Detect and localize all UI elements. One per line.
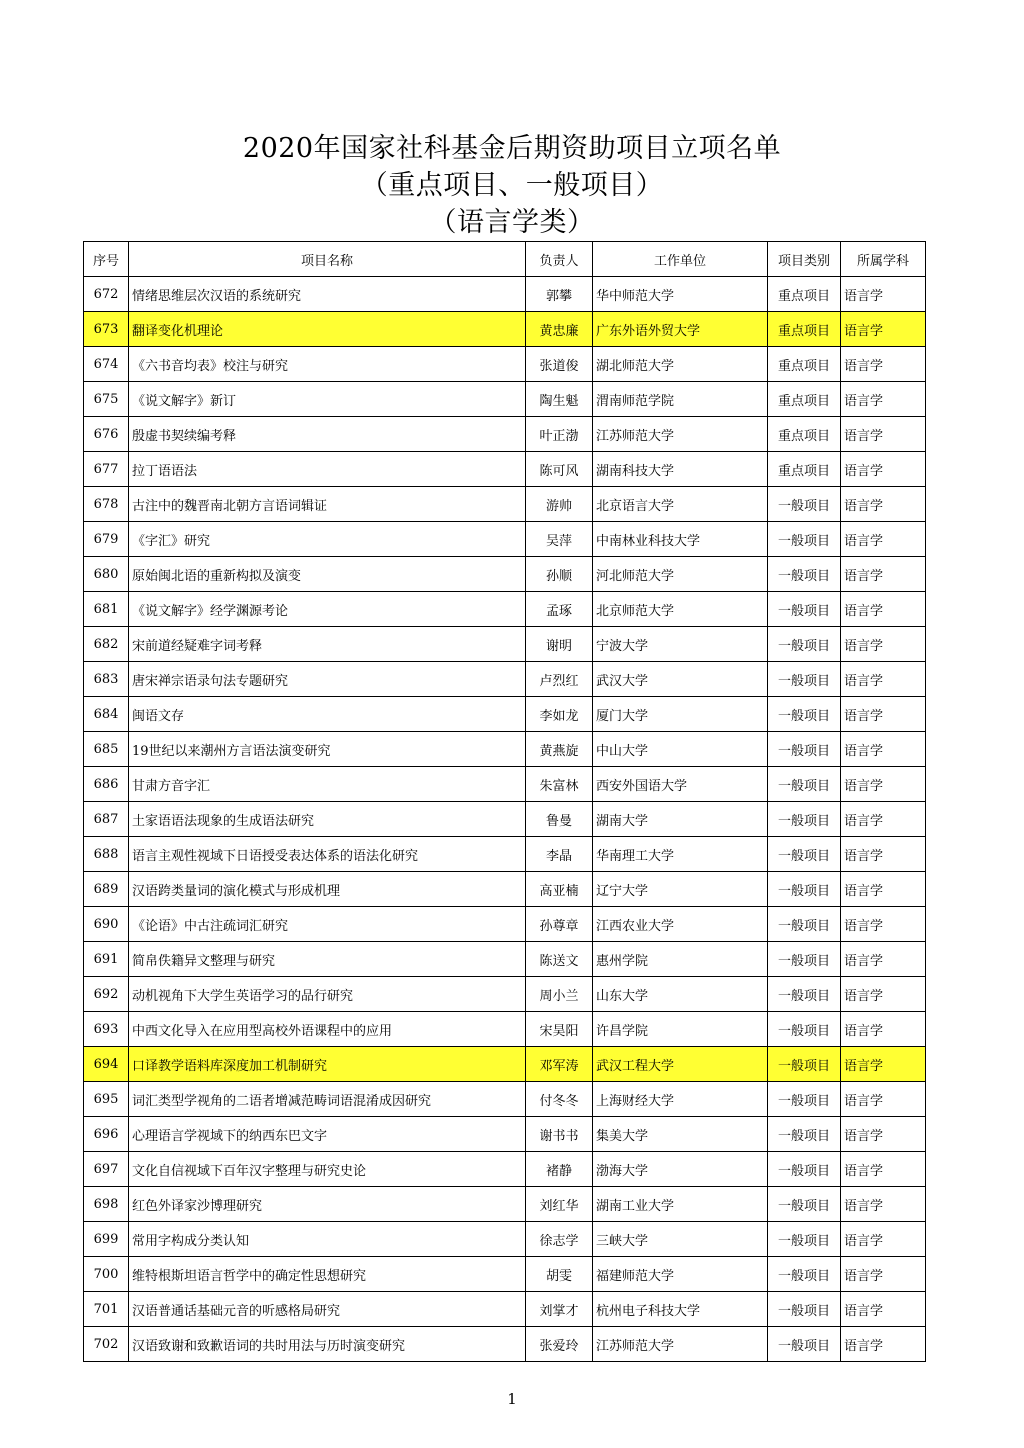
cell-subject: 语言学 [841, 1292, 926, 1327]
table-row [84, 662, 926, 697]
cell-subject: 语言学 [841, 977, 926, 1012]
cell-project-name: 《说文解字》经学渊源考论 [129, 592, 526, 627]
cell-subject: 语言学 [841, 942, 926, 977]
table-row [84, 697, 926, 732]
cell-type: 一般项目 [768, 1257, 841, 1292]
cell-no: 698 [84, 1187, 129, 1222]
cell-type: 重点项目 [768, 452, 841, 487]
table-row [84, 522, 926, 557]
cell-no: 685 [84, 732, 129, 767]
cell-person: 褚静 [526, 1152, 593, 1187]
cell-person: 朱富林 [526, 767, 593, 802]
cell-unit: 湖南大学 [593, 802, 768, 837]
table-row [84, 942, 926, 977]
cell-unit: 辽宁大学 [593, 872, 768, 907]
table-row [84, 837, 926, 872]
cell-unit: 许昌学院 [593, 1012, 768, 1047]
cell-project-name: 翻译变化机理论 [129, 312, 526, 347]
cell-no: 692 [84, 977, 129, 1012]
cell-project-name: 汉语跨类量词的演化模式与形成机理 [129, 872, 526, 907]
cell-no: 694 [84, 1047, 129, 1082]
cell-no: 689 [84, 872, 129, 907]
cell-subject: 语言学 [841, 1012, 926, 1047]
cell-subject: 语言学 [841, 277, 926, 312]
cell-project-name: 汉语致谢和致歉语词的共时用法与历时演变研究 [129, 1327, 526, 1362]
cell-unit: 中南林业科技大学 [593, 522, 768, 557]
table-row [84, 417, 926, 452]
document-subtitle-discipline: （语言学类） [429, 207, 595, 238]
table-row [84, 1292, 926, 1327]
document-title: 2020年国家社科基金后期资助项目立项名单 [242, 133, 782, 164]
header-unit: 工作单位 [593, 242, 768, 277]
cell-person: 叶正渤 [526, 417, 593, 452]
cell-person: 谢书书 [526, 1117, 593, 1152]
cell-person: 宋昊阳 [526, 1012, 593, 1047]
cell-unit: 三峡大学 [593, 1222, 768, 1257]
cell-unit: 北京师范大学 [593, 592, 768, 627]
cell-project-name: 《六书音均表》校注与研究 [129, 347, 526, 382]
cell-person: 黄燕旋 [526, 732, 593, 767]
cell-subject: 语言学 [841, 872, 926, 907]
cell-subject: 语言学 [841, 802, 926, 837]
cell-project-name: 口译教学语料库深度加工机制研究 [129, 1047, 526, 1082]
cell-subject: 语言学 [841, 662, 926, 697]
cell-subject: 语言学 [841, 1082, 926, 1117]
table-row [84, 347, 926, 382]
cell-person: 刘红华 [526, 1187, 593, 1222]
table-row [84, 452, 926, 487]
cell-unit: 华中师范大学 [593, 277, 768, 312]
cell-person: 陶生魁 [526, 382, 593, 417]
cell-type: 一般项目 [768, 942, 841, 977]
table-body [84, 277, 926, 1362]
cell-no: 672 [84, 277, 129, 312]
cell-project-name: 《说文解字》新订 [129, 382, 526, 417]
cell-unit: 宁波大学 [593, 627, 768, 662]
cell-unit: 河北师范大学 [593, 557, 768, 592]
table-row [84, 1187, 926, 1222]
cell-person: 李晶 [526, 837, 593, 872]
cell-person: 刘掌才 [526, 1292, 593, 1327]
cell-subject: 语言学 [841, 1222, 926, 1257]
cell-unit: 北京语言大学 [593, 487, 768, 522]
cell-type: 一般项目 [768, 1187, 841, 1222]
cell-unit: 江西农业大学 [593, 907, 768, 942]
cell-type: 一般项目 [768, 627, 841, 662]
table-row [84, 1117, 926, 1152]
table-row [84, 767, 926, 802]
cell-subject: 语言学 [841, 312, 926, 347]
cell-project-name: 闽语文存 [129, 697, 526, 732]
cell-no: 686 [84, 767, 129, 802]
cell-unit: 武汉大学 [593, 662, 768, 697]
cell-unit: 湖北师范大学 [593, 347, 768, 382]
cell-project-name: 维特根斯坦语言哲学中的确定性思想研究 [129, 1257, 526, 1292]
cell-subject: 语言学 [841, 382, 926, 417]
cell-no: 680 [84, 557, 129, 592]
cell-person: 陈送文 [526, 942, 593, 977]
table-row [84, 977, 926, 1012]
cell-unit: 厦门大学 [593, 697, 768, 732]
cell-type: 一般项目 [768, 662, 841, 697]
table-row [84, 872, 926, 907]
table-header-row [84, 242, 926, 277]
cell-project-name: 语言主观性视域下日语授受表达体系的语法化研究 [129, 837, 526, 872]
cell-no: 681 [84, 592, 129, 627]
cell-subject: 语言学 [841, 837, 926, 872]
cell-type: 一般项目 [768, 697, 841, 732]
cell-person: 徐志学 [526, 1222, 593, 1257]
cell-person: 孙顺 [526, 557, 593, 592]
cell-type: 重点项目 [768, 277, 841, 312]
header-project-name: 项目名称 [129, 242, 526, 277]
cell-project-name: 古注中的魏晋南北朝方言语词辑证 [129, 487, 526, 522]
cell-person: 谢明 [526, 627, 593, 662]
cell-unit: 集美大学 [593, 1117, 768, 1152]
cell-subject: 语言学 [841, 592, 926, 627]
cell-person: 邓军涛 [526, 1047, 593, 1082]
cell-unit: 武汉工程大学 [593, 1047, 768, 1082]
cell-project-name: 宋前道经疑难字词考释 [129, 627, 526, 662]
cell-type: 一般项目 [768, 1327, 841, 1362]
cell-type: 一般项目 [768, 522, 841, 557]
cell-type: 一般项目 [768, 1012, 841, 1047]
table-row [84, 1152, 926, 1187]
cell-no: 688 [84, 837, 129, 872]
cell-no: 693 [84, 1012, 129, 1047]
cell-person: 孟琢 [526, 592, 593, 627]
cell-unit: 福建师范大学 [593, 1257, 768, 1292]
cell-person: 胡雯 [526, 1257, 593, 1292]
cell-no: 696 [84, 1117, 129, 1152]
cell-type: 一般项目 [768, 1292, 841, 1327]
cell-project-name: 唐宋禅宗语录句法专题研究 [129, 662, 526, 697]
cell-unit: 西安外国语大学 [593, 767, 768, 802]
cell-project-name: 文化自信视域下百年汉字整理与研究史论 [129, 1152, 526, 1187]
table-row [84, 627, 926, 662]
cell-subject: 语言学 [841, 697, 926, 732]
cell-subject: 语言学 [841, 907, 926, 942]
cell-type: 一般项目 [768, 1047, 841, 1082]
cell-type: 一般项目 [768, 732, 841, 767]
cell-project-name: 《字汇》研究 [129, 522, 526, 557]
table-row [84, 802, 926, 837]
cell-subject: 语言学 [841, 1257, 926, 1292]
cell-project-name: 简帛佚籍异文整理与研究 [129, 942, 526, 977]
cell-subject: 语言学 [841, 1187, 926, 1222]
cell-no: 674 [84, 347, 129, 382]
cell-person: 吴萍 [526, 522, 593, 557]
cell-project-name: 词汇类型学视角的二语者增减范畴词语混淆成因研究 [129, 1082, 526, 1117]
cell-unit: 江苏师范大学 [593, 1327, 768, 1362]
cell-no: 697 [84, 1152, 129, 1187]
cell-type: 一般项目 [768, 767, 841, 802]
cell-project-name: 殷虚书契续编考释 [129, 417, 526, 452]
cell-no: 687 [84, 802, 129, 837]
cell-type: 一般项目 [768, 592, 841, 627]
header-subject: 所属学科 [841, 242, 926, 277]
cell-subject: 语言学 [841, 347, 926, 382]
cell-type: 一般项目 [768, 557, 841, 592]
cell-type: 重点项目 [768, 417, 841, 452]
cell-no: 673 [84, 312, 129, 347]
cell-project-name: 汉语普通话基础元音的听感格局研究 [129, 1292, 526, 1327]
cell-subject: 语言学 [841, 417, 926, 452]
page-number: 1 [507, 1390, 517, 1408]
cell-person: 卢烈红 [526, 662, 593, 697]
table-row [84, 1047, 926, 1082]
header-no: 序号 [84, 242, 129, 277]
cell-type: 一般项目 [768, 907, 841, 942]
cell-subject: 语言学 [841, 767, 926, 802]
cell-type: 重点项目 [768, 382, 841, 417]
cell-unit: 广东外语外贸大学 [593, 312, 768, 347]
cell-subject: 语言学 [841, 1152, 926, 1187]
table-row [84, 1012, 926, 1047]
table-row [84, 277, 926, 312]
cell-no: 691 [84, 942, 129, 977]
cell-project-name: 拉丁语语法 [129, 452, 526, 487]
cell-unit: 江苏师范大学 [593, 417, 768, 452]
cell-type: 重点项目 [768, 347, 841, 382]
cell-person: 郭攀 [526, 277, 593, 312]
cell-subject: 语言学 [841, 1327, 926, 1362]
table-row [84, 1222, 926, 1257]
table-row [84, 557, 926, 592]
project-list-table [83, 241, 926, 1362]
document-title-block [0, 130, 1024, 241]
cell-person: 陈可风 [526, 452, 593, 487]
cell-no: 678 [84, 487, 129, 522]
cell-person: 孙尊章 [526, 907, 593, 942]
cell-unit: 上海财经大学 [593, 1082, 768, 1117]
cell-no: 679 [84, 522, 129, 557]
cell-unit: 中山大学 [593, 732, 768, 767]
cell-type: 一般项目 [768, 802, 841, 837]
table-row [84, 907, 926, 942]
cell-subject: 语言学 [841, 627, 926, 662]
cell-type: 一般项目 [768, 1222, 841, 1257]
cell-unit: 华南理工大学 [593, 837, 768, 872]
cell-unit: 惠州学院 [593, 942, 768, 977]
cell-no: 701 [84, 1292, 129, 1327]
cell-no: 684 [84, 697, 129, 732]
cell-project-name: 土家语语法现象的生成语法研究 [129, 802, 526, 837]
table-row [84, 312, 926, 347]
table-row [84, 732, 926, 767]
cell-project-name: 常用字构成分类认知 [129, 1222, 526, 1257]
cell-unit: 杭州电子科技大学 [593, 1292, 768, 1327]
cell-person: 黄忠廉 [526, 312, 593, 347]
cell-type: 一般项目 [768, 1117, 841, 1152]
cell-type: 一般项目 [768, 872, 841, 907]
cell-project-name: 《论语》中古注疏词汇研究 [129, 907, 526, 942]
cell-type: 一般项目 [768, 1082, 841, 1117]
cell-subject: 语言学 [841, 452, 926, 487]
cell-subject: 语言学 [841, 732, 926, 767]
cell-unit: 湖南工业大学 [593, 1187, 768, 1222]
cell-project-name: 甘肃方音字汇 [129, 767, 526, 802]
cell-unit: 山东大学 [593, 977, 768, 1012]
cell-no: 682 [84, 627, 129, 662]
cell-no: 676 [84, 417, 129, 452]
table-row [84, 382, 926, 417]
table-row [84, 487, 926, 522]
cell-type: 重点项目 [768, 312, 841, 347]
cell-project-name: 红色外译家沙博理研究 [129, 1187, 526, 1222]
cell-project-name: 中西文化导入在应用型高校外语课程中的应用 [129, 1012, 526, 1047]
cell-project-name: 动机视角下大学生英语学习的品行研究 [129, 977, 526, 1012]
document-subtitle-categories: （重点项目、一般项目） [360, 170, 664, 201]
table-row [84, 1257, 926, 1292]
cell-no: 702 [84, 1327, 129, 1362]
cell-project-name: 19世纪以来潮州方言语法演变研究 [129, 732, 526, 767]
header-person: 负责人 [526, 242, 593, 277]
cell-person: 游帅 [526, 487, 593, 522]
cell-subject: 语言学 [841, 557, 926, 592]
cell-person: 周小兰 [526, 977, 593, 1012]
cell-type: 一般项目 [768, 487, 841, 522]
table-row [84, 1327, 926, 1362]
cell-person: 付冬冬 [526, 1082, 593, 1117]
cell-type: 一般项目 [768, 977, 841, 1012]
cell-subject: 语言学 [841, 1047, 926, 1082]
cell-unit: 渭南师范学院 [593, 382, 768, 417]
cell-person: 张道俊 [526, 347, 593, 382]
cell-type: 一般项目 [768, 1152, 841, 1187]
cell-no: 677 [84, 452, 129, 487]
cell-project-name: 心理语言学视域下的纳西东巴文字 [129, 1117, 526, 1152]
cell-unit: 渤海大学 [593, 1152, 768, 1187]
cell-no: 695 [84, 1082, 129, 1117]
table-row [84, 1082, 926, 1117]
cell-type: 一般项目 [768, 837, 841, 872]
cell-no: 690 [84, 907, 129, 942]
cell-person: 张爱玲 [526, 1327, 593, 1362]
cell-subject: 语言学 [841, 522, 926, 557]
cell-no: 699 [84, 1222, 129, 1257]
cell-no: 683 [84, 662, 129, 697]
cell-no: 675 [84, 382, 129, 417]
cell-project-name: 情绪思维层次汉语的系统研究 [129, 277, 526, 312]
cell-unit: 湖南科技大学 [593, 452, 768, 487]
cell-person: 李如龙 [526, 697, 593, 732]
cell-subject: 语言学 [841, 1117, 926, 1152]
cell-subject: 语言学 [841, 487, 926, 522]
table-row [84, 592, 926, 627]
cell-person: 高亚楠 [526, 872, 593, 907]
cell-project-name: 原始闽北语的重新构拟及演变 [129, 557, 526, 592]
header-type: 项目类别 [768, 242, 841, 277]
cell-no: 700 [84, 1257, 129, 1292]
cell-person: 鲁曼 [526, 802, 593, 837]
